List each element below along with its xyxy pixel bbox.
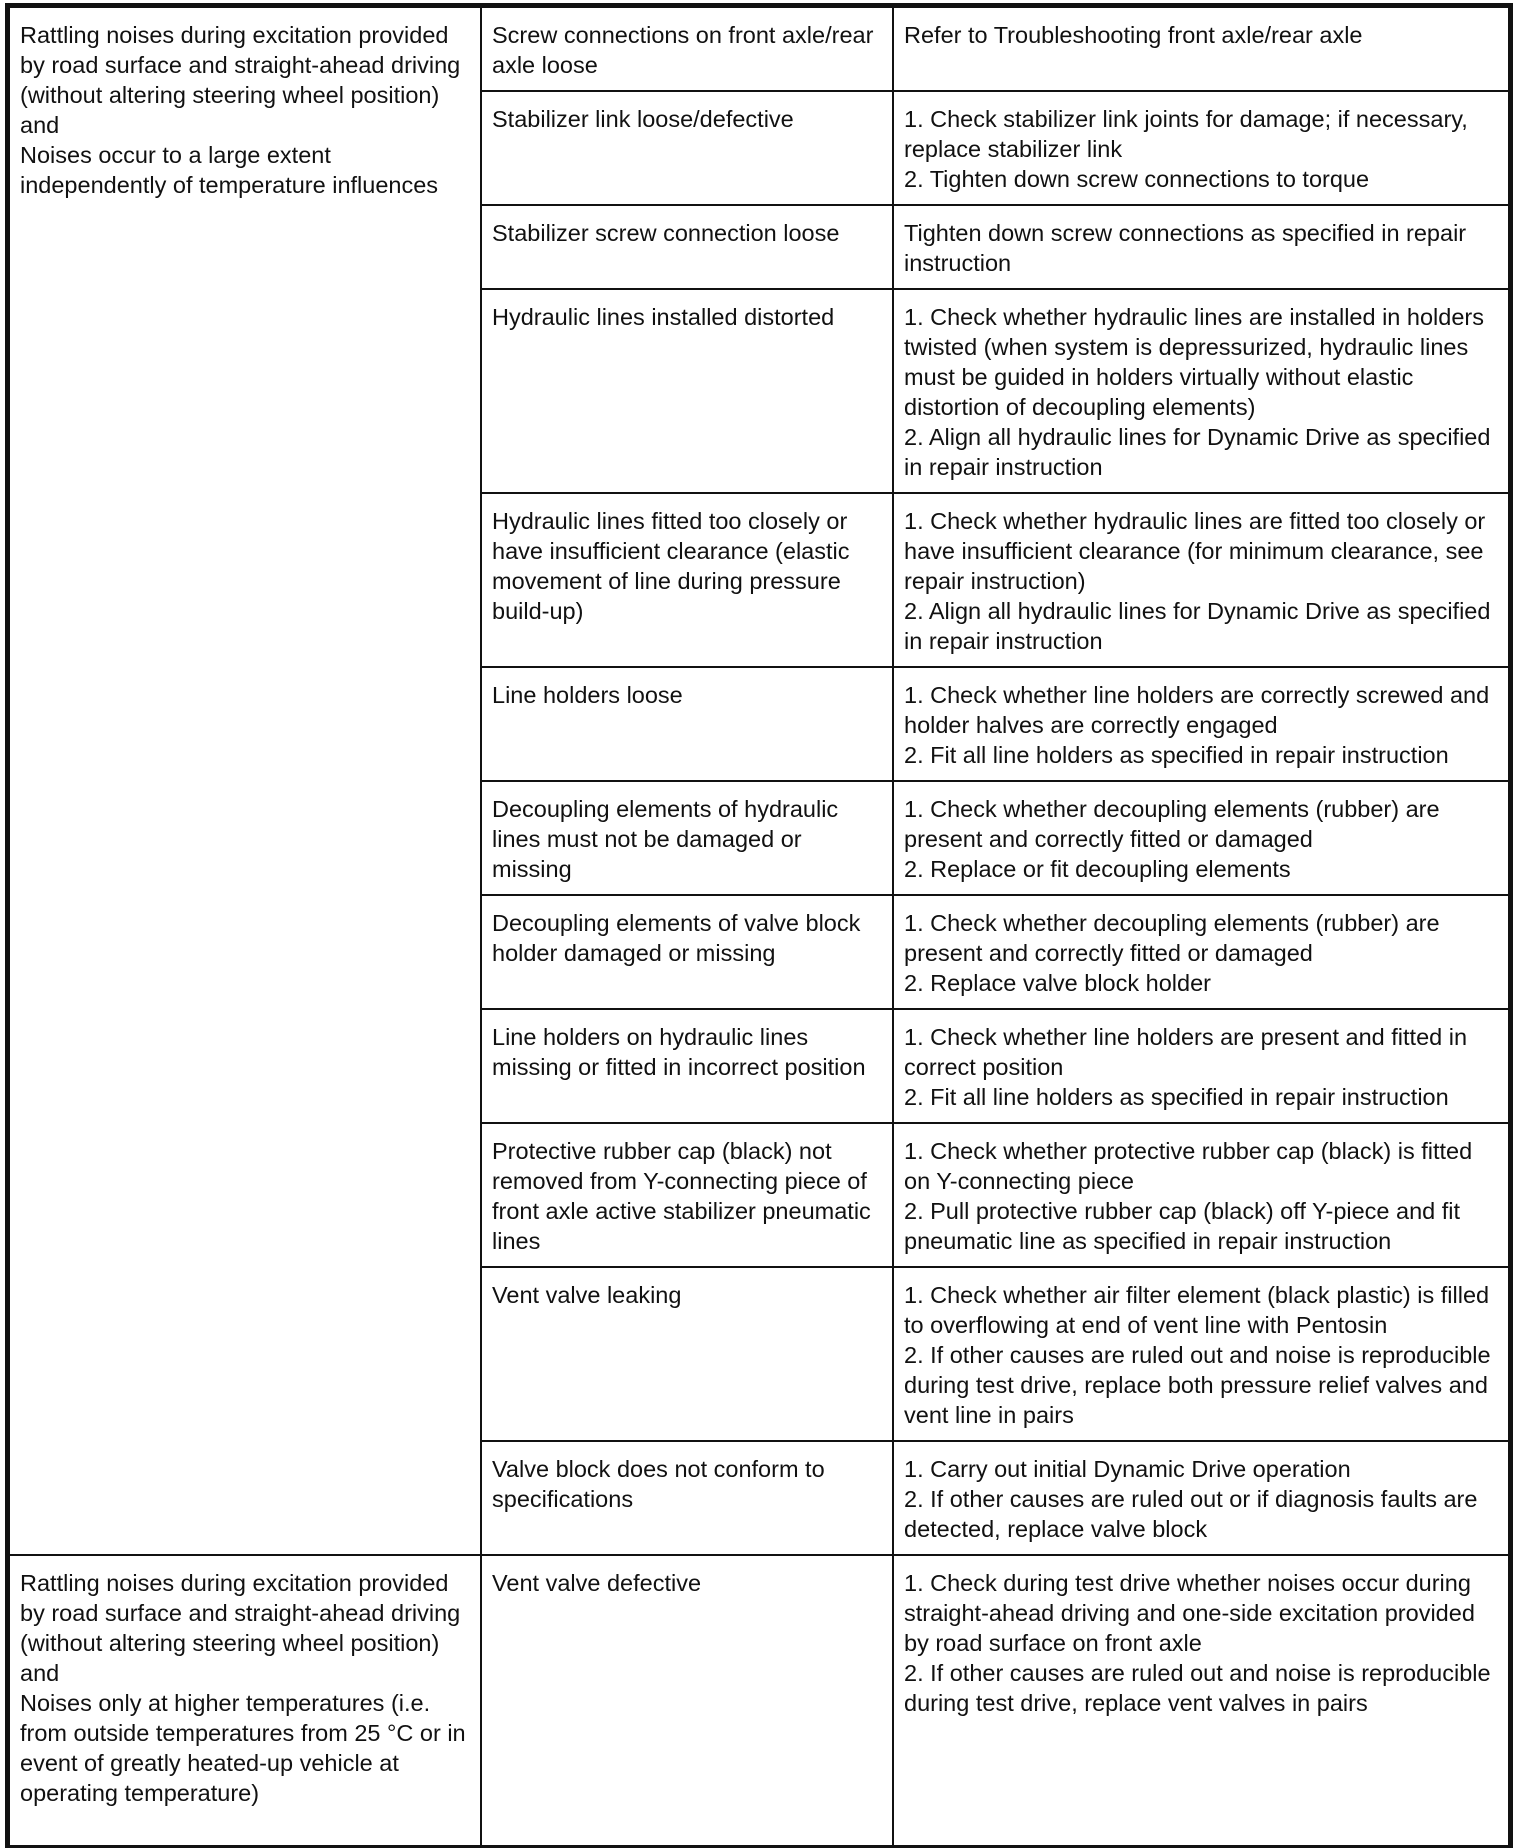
cause-cell: Hydraulic lines installed distorted <box>481 289 893 493</box>
remedy-cell: 1. Check whether hydraulic lines are fitted too closely or have insufficient clearance (for minimum clearance, see repair instruction) 2. Align all hydraulic lines for Dynamic Drive as specified in repair instruction <box>893 493 1509 667</box>
remedy-cell: 1. Check whether line holders are present and fitted in correct position 2. Fit all line holders as specified in repair instruction <box>893 1009 1509 1123</box>
cause-cell: Stabilizer screw connection loose <box>481 205 893 289</box>
remedy-cell: Refer to Troubleshooting front axle/rear axle <box>893 7 1509 91</box>
cause-cell: Screw connections on front axle/rear axle loose <box>481 7 893 91</box>
troubleshooting-table <box>8 6 1510 1847</box>
cause-cell: Stabilizer link loose/defective <box>481 91 893 205</box>
remedy-cell: 1. Check whether decoupling elements (rubber) are present and correctly fitted or damaged 2. Replace or fit decoupling elements <box>893 781 1509 895</box>
remedy-cell: 1. Check during test drive whether noises occur during straight-ahead driving and one-side excitation provided by road surface on front axle 2. If other causes are ruled out and noise is reproducible during test drive, replace vent valves in pairs <box>893 1555 1509 1846</box>
remedy-cell: 1. Carry out initial Dynamic Drive operation 2. If other causes are ruled out or if diagnosis faults are detected, replace valve block <box>893 1441 1509 1555</box>
remedy-cell: 1. Check whether air filter element (black plastic) is filled to overflowing at end of vent line with Pentosin 2. If other causes are ruled out and noise is reproducible during test drive, replace both pressure relief valves and vent line in pairs <box>893 1267 1509 1441</box>
cause-cell: Vent valve defective <box>481 1555 893 1846</box>
remedy-cell: 1. Check whether hydraulic lines are installed in holders twisted (when system is depressurized, hydraulic lines must be guided in holders virtually without elastic distortion of decoupling elements) 2. Align all hydraulic lines for Dynamic Drive as specified in repair instruction <box>893 289 1509 493</box>
cause-cell: Valve block does not conform to specifications <box>481 1441 893 1555</box>
remedy-cell: Tighten down screw connections as specified in repair instruction <box>893 205 1509 289</box>
remedy-cell: 1. Check whether decoupling elements (rubber) are present and correctly fitted or damaged 2. Replace valve block holder <box>893 895 1509 1009</box>
table-row <box>9 1555 1509 1846</box>
cause-cell: Protective rubber cap (black) not removed from Y-connecting piece of front axle active stabilizer pneumatic lines <box>481 1123 893 1267</box>
cause-cell: Vent valve leaking <box>481 1267 893 1441</box>
symptom-cell: Rattling noises during excitation provided by road surface and straight-ahead driving (without altering steering wheel position) and Noises only at higher temperatures (i.e. from outside temperatures from 25 °C or in event of greatly heated-up vehicle at operating temperature) <box>9 1555 481 1846</box>
cause-cell: Decoupling elements of hydraulic lines must not be damaged or missing <box>481 781 893 895</box>
table-row <box>9 7 1509 91</box>
cause-cell: Decoupling elements of valve block holder damaged or missing <box>481 895 893 1009</box>
symptom-cell: Rattling noises during excitation provided by road surface and straight-ahead driving (without altering steering wheel position) and Noises occur to a large extent independently of temperature influences <box>9 7 481 1555</box>
cause-cell: Hydraulic lines fitted too closely or have insufficient clearance (elastic movement of line during pressure build-up) <box>481 493 893 667</box>
remedy-cell: 1. Check whether protective rubber cap (black) is fitted on Y-connecting piece 2. Pull protective rubber cap (black) off Y-piece and fit pneumatic line as specified in repair instruction <box>893 1123 1509 1267</box>
cause-cell: Line holders on hydraulic lines missing or fitted in incorrect position <box>481 1009 893 1123</box>
remedy-cell: 1. Check stabilizer link joints for damage; if necessary, replace stabilizer link 2. Tighten down screw connections to torque <box>893 91 1509 205</box>
remedy-cell: 1. Check whether line holders are correctly screwed and holder halves are correctly engaged 2. Fit all line holders as specified in repair instruction <box>893 667 1509 781</box>
cause-cell: Line holders loose <box>481 667 893 781</box>
